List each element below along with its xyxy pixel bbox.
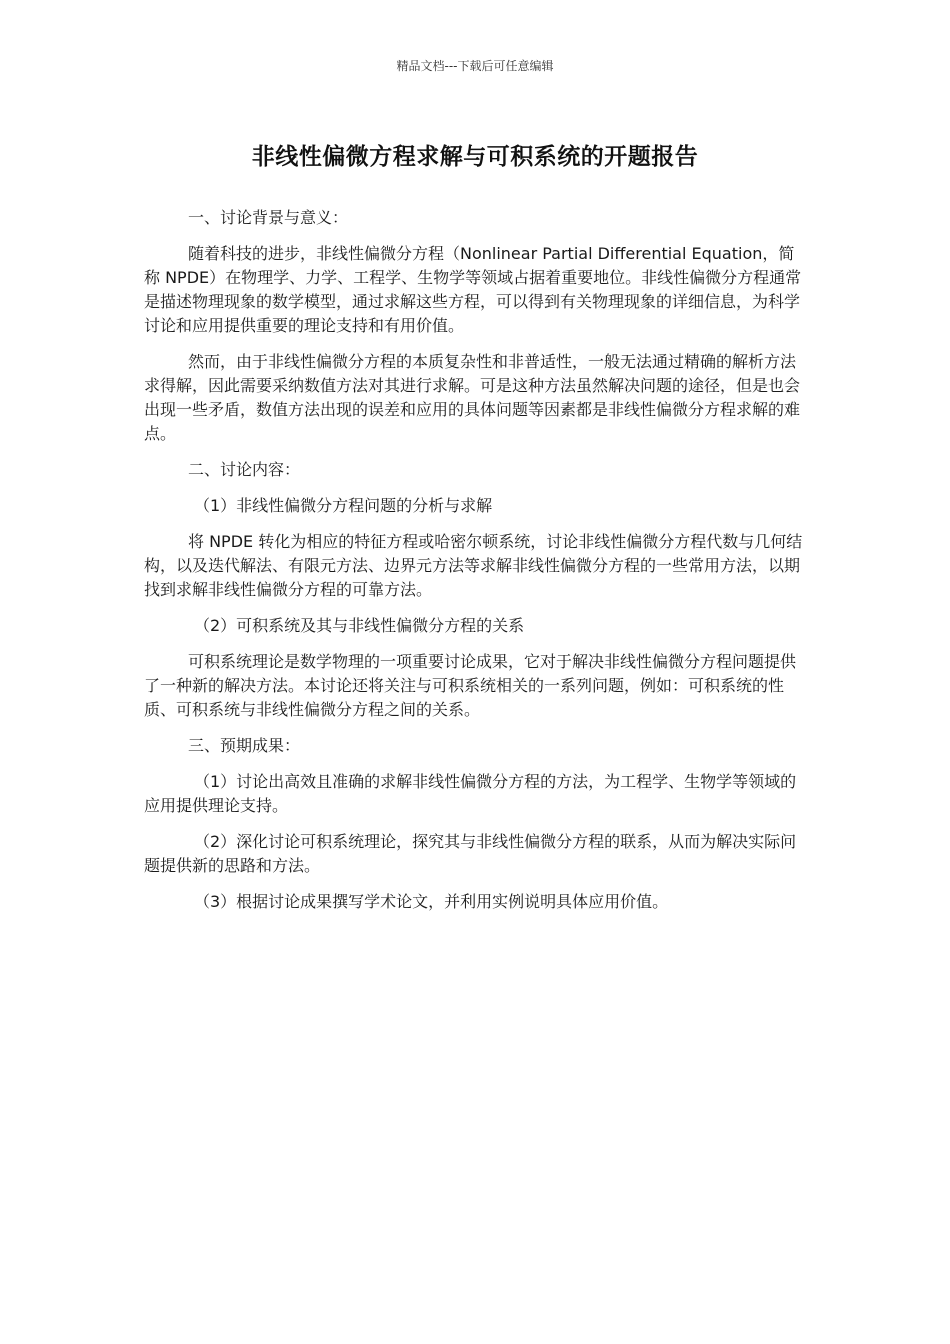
header-note: 精品文档---下载后可任意编辑 xyxy=(396,59,554,73)
section-3-heading: 三、预期成果： xyxy=(188,736,301,755)
outcome-item-3: （3）根据讨论成果撰写学术论文，并利用实例说明具体应用价值。 xyxy=(194,892,669,911)
section-2-paragraph-2: 可积系统理论是数学物理的一项重要讨论成果，它对于解决非线性偏微分方程问题提供了一种新的解决方法。本讨论还将关注与可积系统相关的一系列问题，例如：可积系统的性质、可积系统与非线性偏微分方程之间的关系。 xyxy=(144,652,797,719)
section-2-heading: 二、讨论内容： xyxy=(188,460,301,479)
outcome-item-2: （2）深化讨论可积系统理论，探究其与非线性偏微分方程的联系，从而为解决实际问题提供新的思路和方法。 xyxy=(144,832,797,875)
section-1-heading: 一、讨论背景与意义： xyxy=(188,208,349,227)
document-body xyxy=(144,206,806,926)
section-2-subheading-2: （2）可积系统及其与非线性偏微分方程的关系 xyxy=(194,616,525,635)
section-1-paragraph-1: 随着科技的进步，非线性偏微分方程（Nonlinear Partial Differential Equation，简称 NPDE）在物理学、力学、工程学、生物学等领域占据着重要地位。非线性偏微分方程通常是描述物理现象的数学模型，通过求解这些方程，可以得到有关物理现象的详细信息，为科学讨论和应用提供重要的理论支持和有用价值。 xyxy=(144,244,802,335)
document-title: 非线性偏微方程求解与可积系统的开题报告 xyxy=(251,144,699,170)
section-2-paragraph-1: 将 NPDE 转化为相应的特征方程或哈密尔顿系统，讨论非线性偏微分方程代数与几何结构，以及迭代解法、有限元方法、边界元方法等求解非线性偏微分方程的一些常用方法，以期找到求解非线性偏微分方程的可靠方法。 xyxy=(144,532,803,599)
outcome-item-1: （1）讨论出高效且准确的求解非线性偏微分方程的方法，为工程学、生物学等领域的应用提供理论支持。 xyxy=(144,772,797,815)
section-2-subheading-1: （1）非线性偏微分方程问题的分析与求解 xyxy=(194,496,493,515)
section-1-paragraph-2: 然而，由于非线性偏微分方程的本质复杂性和非普适性，一般无法通过精确的解析方法求得解，因此需要采纳数值方法对其进行求解。可是这种方法虽然解决问题的途径，但是也会出现一些矛盾，数值方法出现的误差和应用的具体问题等因素都是非线性偏微分方程求解的难点。 xyxy=(144,352,801,443)
